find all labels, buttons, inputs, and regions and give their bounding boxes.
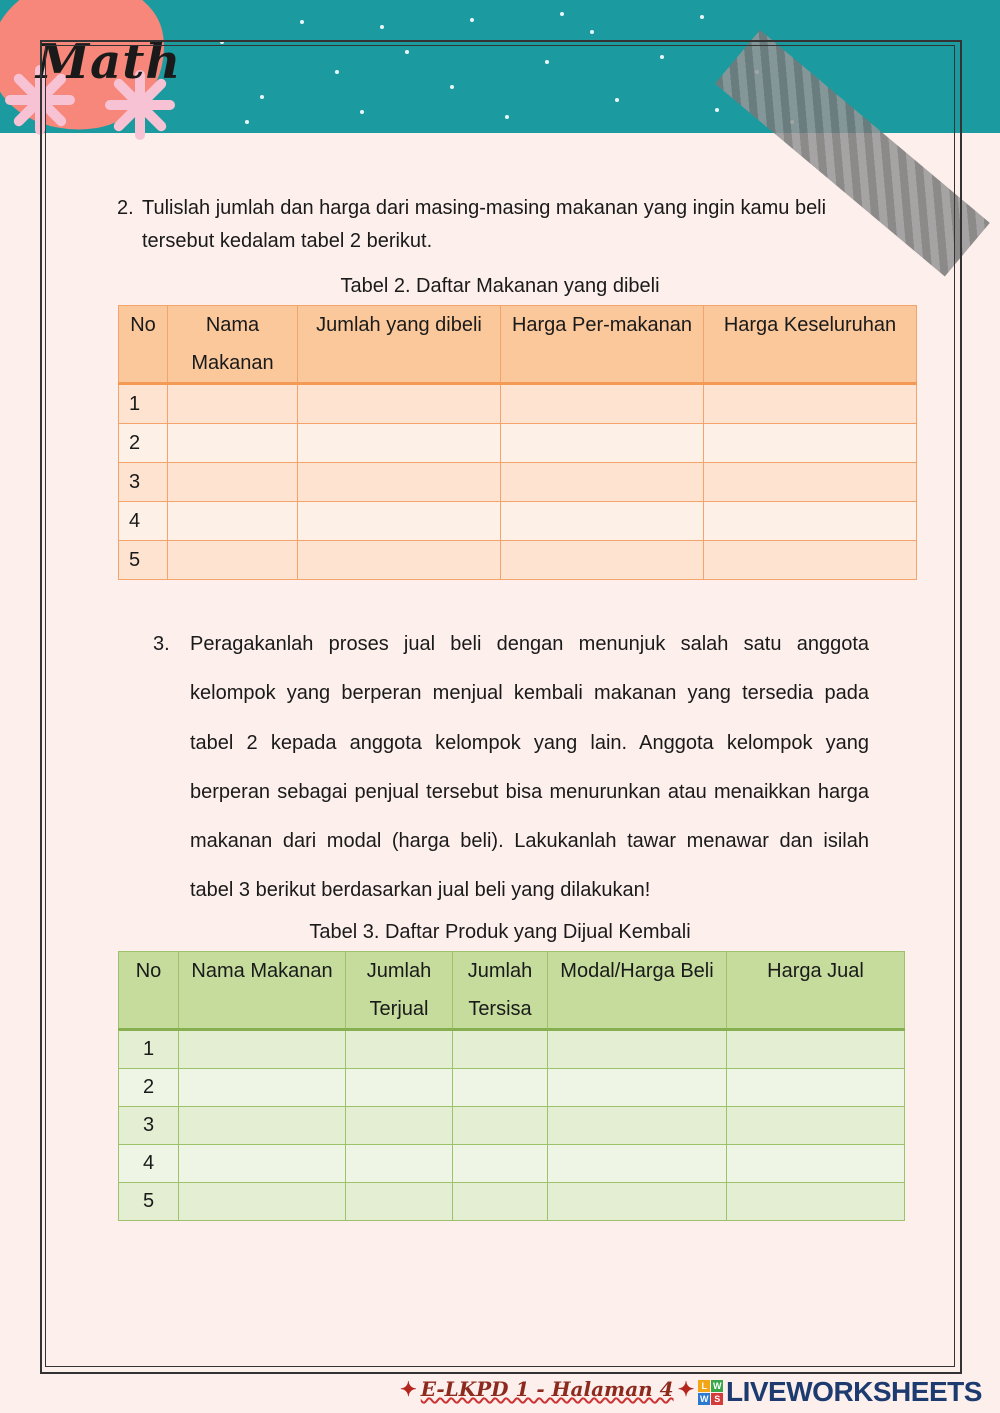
input-cell[interactable]: [704, 384, 917, 424]
input-cell[interactable]: [168, 424, 298, 463]
input-cell[interactable]: [501, 541, 704, 580]
brand-text: LIVEWORKSHEETS: [726, 1376, 982, 1407]
input-cell[interactable]: [727, 1107, 905, 1145]
input-cell[interactable]: [453, 1183, 548, 1221]
row-number: 4: [119, 1145, 179, 1183]
column-header: Jumlah Terjual: [346, 952, 453, 1030]
table-row: [119, 541, 917, 580]
input-cell[interactable]: [704, 463, 917, 502]
input-cell[interactable]: [168, 463, 298, 502]
logo-letter: L: [698, 1380, 710, 1392]
row-number: 2: [119, 1069, 179, 1107]
input-cell[interactable]: [548, 1069, 727, 1107]
column-header: No: [119, 952, 179, 1030]
input-cell[interactable]: [453, 1030, 548, 1069]
input-cell[interactable]: [298, 384, 501, 424]
input-cell[interactable]: [704, 502, 917, 541]
logo-letter: W: [713, 1380, 721, 1391]
input-cell[interactable]: [298, 463, 501, 502]
input-cell[interactable]: [548, 1183, 727, 1221]
table-row: [119, 384, 917, 424]
row-number: 2: [119, 424, 168, 463]
input-cell[interactable]: [179, 1107, 346, 1145]
input-cell[interactable]: [346, 1183, 453, 1221]
question-number: 2.: [117, 197, 134, 219]
input-cell[interactable]: [179, 1030, 346, 1069]
input-cell[interactable]: [179, 1069, 346, 1107]
input-cell[interactable]: [453, 1107, 548, 1145]
logo-letter: S: [711, 1393, 723, 1405]
input-cell[interactable]: [298, 424, 501, 463]
ornament-icon: ✦: [677, 1377, 695, 1401]
table-row: [119, 463, 917, 502]
row-number: 3: [119, 463, 168, 502]
question-2: [117, 192, 877, 258]
footer-label: E-LKPD 1 - Halaman 4: [420, 1377, 674, 1401]
row-number: 5: [119, 541, 168, 580]
page-footer: [400, 1377, 694, 1401]
input-cell[interactable]: [501, 502, 704, 541]
input-cell[interactable]: [501, 384, 704, 424]
question-text: Tulislah jumlah dan harga dari masing-masing makanan yang ingin kamu beli tersebut kedalam tabel 2 berikut.: [142, 197, 827, 252]
question-3: [153, 620, 869, 916]
row-number: 4: [119, 502, 168, 541]
column-header: Jumlah yang dibeli: [298, 306, 501, 384]
column-header: Nama Makanan: [179, 952, 346, 1030]
column-header: No: [119, 306, 168, 384]
row-number: 1: [119, 1030, 179, 1069]
input-cell[interactable]: [727, 1030, 905, 1069]
column-header: Nama Makanan: [168, 306, 298, 384]
input-cell[interactable]: [179, 1145, 346, 1183]
input-cell[interactable]: [548, 1107, 727, 1145]
input-cell[interactable]: [501, 463, 704, 502]
input-cell[interactable]: [704, 541, 917, 580]
input-cell[interactable]: [704, 424, 917, 463]
input-cell[interactable]: [548, 1145, 727, 1183]
input-cell[interactable]: [168, 502, 298, 541]
table-row: [119, 1069, 905, 1107]
input-cell[interactable]: [298, 502, 501, 541]
table-row: [119, 1145, 905, 1183]
table-row: [119, 1107, 905, 1145]
row-number: 3: [119, 1107, 179, 1145]
input-cell[interactable]: [501, 424, 704, 463]
column-header: Harga Keseluruhan: [704, 306, 917, 384]
liveworksheets-brand[interactable]: [698, 1376, 982, 1408]
table-2-caption: Tabel 2. Daftar Makanan yang dibeli: [340, 275, 660, 297]
table-3: [118, 951, 905, 1221]
input-cell[interactable]: [453, 1069, 548, 1107]
input-cell[interactable]: [168, 541, 298, 580]
input-cell[interactable]: [168, 384, 298, 424]
table-row: [119, 424, 917, 463]
input-cell[interactable]: [346, 1145, 453, 1183]
input-cell[interactable]: [346, 1030, 453, 1069]
input-cell[interactable]: [179, 1183, 346, 1221]
column-header: Jumlah Tersisa: [453, 952, 548, 1030]
input-cell[interactable]: [548, 1030, 727, 1069]
question-number: 3.: [153, 633, 170, 655]
math-title: Math: [36, 34, 182, 90]
row-number: 1: [119, 384, 168, 424]
input-cell[interactable]: [298, 541, 501, 580]
table-3-caption: Tabel 3. Daftar Produk yang Dijual Kembali: [309, 921, 691, 943]
input-cell[interactable]: [727, 1069, 905, 1107]
input-cell[interactable]: [346, 1107, 453, 1145]
input-cell[interactable]: [346, 1069, 453, 1107]
input-cell[interactable]: [727, 1183, 905, 1221]
table-row: [119, 1183, 905, 1221]
question-text: Peragakanlah proses jual beli dengan menunjuk salah satu anggota kelompok yang berperan menjual kembali makanan yang tersedia pada tabel 2 kepada anggota kelompok yang lain. Anggota kelompok yang berperan sebagai penjual tersebut bisa menurunkan atau menaikkan harga makanan dari modal (harga beli). Lakukanlah tawar menawar dan isilah tabel 3 berikut berdasarkan jual beli yang dilakukan!: [190, 633, 869, 902]
column-header: Harga Per-makanan: [501, 306, 704, 384]
column-header: Harga Jual: [727, 952, 905, 1030]
column-header: Modal/Harga Beli: [548, 952, 727, 1030]
input-cell[interactable]: [727, 1145, 905, 1183]
input-cell[interactable]: [453, 1145, 548, 1183]
table-row: [119, 1030, 905, 1069]
table-2: [118, 305, 917, 580]
row-number: 5: [119, 1183, 179, 1221]
logo-letter: W: [700, 1393, 708, 1404]
table-row: [119, 502, 917, 541]
liveworksheets-logo-icon: [698, 1380, 723, 1405]
ornament-icon: ✦: [400, 1377, 417, 1401]
